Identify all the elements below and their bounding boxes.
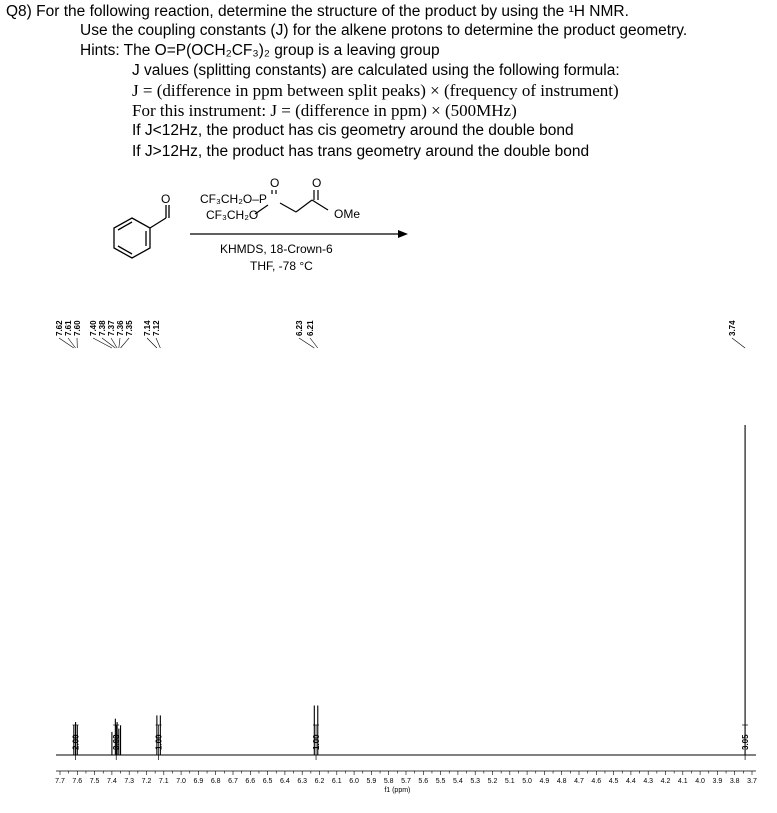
integral-value: 3.03 — [112, 734, 122, 750]
x-tick-label: 7.2 — [141, 778, 152, 785]
question-number: Q8) — [6, 3, 32, 20]
carbonyl-oxygen: O — [312, 176, 322, 190]
reagent-line-2: CF₃CH₂O — [206, 208, 259, 222]
x-tick-label: 4.5 — [608, 778, 619, 785]
peak-label-leader — [299, 338, 314, 348]
peak-shift-label: 6.23 — [295, 320, 304, 336]
j-values-line: J values (splitting constants) are calculated using the following formula: — [132, 62, 620, 79]
benzaldehyde-structure — [114, 205, 169, 258]
peak-label-leader — [156, 338, 160, 348]
x-tick-label: 6.9 — [193, 778, 204, 785]
peak-shift-label: 3.74 — [728, 320, 737, 336]
peak-shift-label: 7.36 — [116, 320, 125, 336]
x-tick-label: 3.7 — [747, 778, 757, 785]
x-tick-label: 7.7 — [55, 778, 65, 785]
x-tick-label: 4.9 — [539, 778, 550, 785]
ester-methoxy: OMe — [334, 207, 361, 221]
x-tick-label: 4.6 — [591, 778, 602, 785]
question-prompt: For the following reaction, determine the structure of the product by using the ¹H NMR. — [36, 3, 629, 20]
peak-shift-label: 6.21 — [306, 320, 315, 336]
integral-value: 3.05 — [741, 734, 751, 750]
x-tick-label: 5.5 — [435, 778, 446, 785]
x-tick-label: 4.3 — [643, 778, 654, 785]
cis-rule-line: If J<12Hz, the product has cis geometry around the double bond — [132, 122, 574, 139]
x-tick-label: 4.1 — [677, 778, 688, 785]
arrow-head — [398, 230, 408, 238]
x-tick-label: 5.9 — [366, 778, 377, 785]
x-tick-label: 5.7 — [401, 778, 411, 785]
peak-shift-label: 7.60 — [73, 320, 82, 336]
peak-label-leader — [310, 338, 318, 348]
x-tick-label: 3.9 — [712, 778, 723, 785]
x-tick-label: 5.1 — [504, 778, 515, 785]
trans-rule-line: If J>12Hz, the product has trans geometry around the double bond — [132, 143, 590, 160]
instrument-formula-line: For this instrument: J = (difference in ppm) × (500MHz) — [132, 101, 517, 120]
x-tick-label: 6.1 — [331, 778, 342, 785]
x-tick-label: 6.0 — [349, 778, 359, 785]
conditions-2: THF, -78 °C — [250, 259, 313, 273]
nmr-spectrum — [55, 320, 757, 794]
x-tick-label: 6.2 — [314, 778, 325, 785]
integral-value: 2.00 — [71, 734, 81, 750]
x-tick-label: 6.3 — [297, 778, 308, 785]
x-tick-label: 4.2 — [660, 778, 671, 785]
x-tick-label: 5.0 — [522, 778, 532, 785]
x-tick-label: 5.2 — [487, 778, 498, 785]
question-line-2: Use the coupling constants (J) for the alkene protons to determine the product geometry. — [80, 22, 688, 39]
peak-shift-label: 7.37 — [107, 320, 116, 336]
hint-line: Hints: The O=P(OCH₂CF₃)₂ group is a leaving group — [80, 42, 440, 59]
peak-shift-label: 7.61 — [64, 320, 73, 336]
x-tick-label: 6.6 — [245, 778, 256, 785]
x-tick-label: 7.5 — [89, 778, 100, 785]
x-tick-label: 4.8 — [556, 778, 567, 785]
integral-value: 1.00 — [312, 734, 322, 750]
x-tick-label: 6.5 — [262, 778, 273, 785]
peak-label-leader — [119, 338, 120, 348]
x-tick-label: 4.7 — [574, 778, 584, 785]
x-tick-label: 4.0 — [695, 778, 705, 785]
x-tick-label: 7.4 — [107, 778, 117, 785]
x-tick-label: 5.8 — [383, 778, 394, 785]
x-tick-label: 7.6 — [72, 778, 83, 785]
x-tick-label: 5.3 — [470, 778, 481, 785]
peak-label-leader — [147, 338, 157, 348]
peak-label-leader — [732, 338, 745, 348]
phosphoryl-oxygen: O — [270, 176, 280, 190]
peak-shift-label: 7.62 — [55, 320, 64, 336]
peak-shift-label: 7.38 — [98, 320, 107, 336]
reagent-line-1: CF₃CH₂O–P — [200, 192, 267, 206]
x-tick-label: 4.4 — [626, 778, 636, 785]
x-tick-label: 7.0 — [176, 778, 186, 785]
x-tick-label: 5.6 — [418, 778, 429, 785]
x-tick-label: 7.1 — [158, 778, 169, 785]
x-axis-label: f1 (ppm) — [384, 787, 411, 794]
x-tick-label: 6.7 — [228, 778, 238, 785]
j-formula-line: J = (difference in ppm between split peaks) × (frequency of instrument) — [132, 81, 619, 100]
aldehyde-oxygen: O — [161, 192, 171, 206]
x-tick-label: 3.8 — [729, 778, 740, 785]
peak-label-leader — [111, 338, 117, 348]
peak-label-leader — [121, 338, 129, 348]
x-tick-label: 5.4 — [453, 778, 463, 785]
x-tick-label: 6.4 — [280, 778, 290, 785]
peak-shift-label: 7.12 — [152, 320, 161, 336]
x-tick-label: 6.8 — [210, 778, 221, 785]
peak-shift-label: 7.40 — [89, 320, 98, 336]
peak-shift-label: 7.14 — [143, 320, 152, 336]
integral-value: 1.00 — [154, 734, 164, 750]
x-tick-label: 7.3 — [124, 778, 135, 785]
peak-shift-label: 7.35 — [125, 320, 134, 336]
conditions-1: KHMDS, 18-Crown-6 — [220, 242, 333, 256]
